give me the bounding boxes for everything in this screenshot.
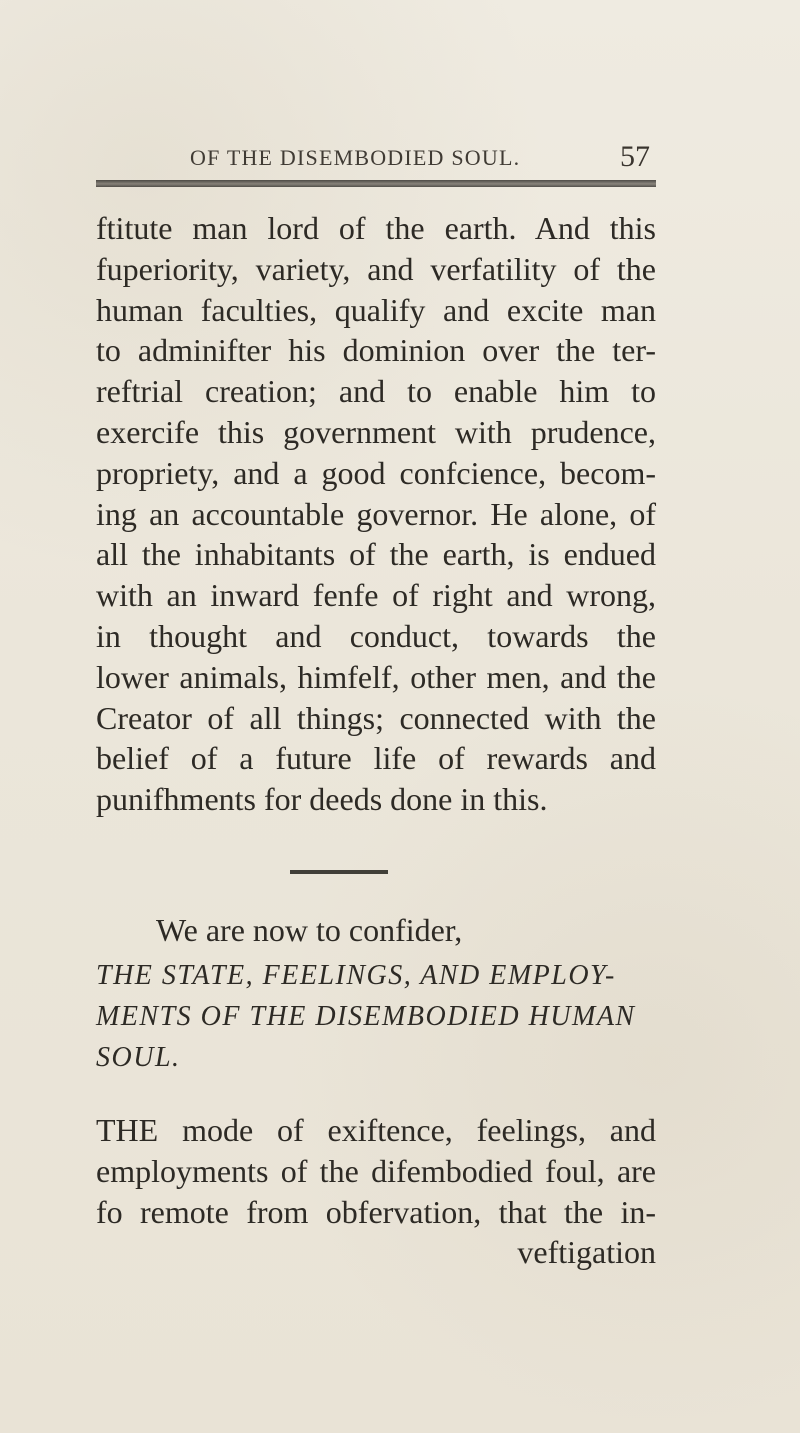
section-intro: We are now to confider, — [156, 912, 463, 948]
section-heading-line: SOUL. — [96, 1041, 181, 1073]
paragraph-line: reftrial creation; and to enable him to — [96, 373, 656, 410]
top-rule — [96, 180, 656, 187]
paragraph-line: propriety, and a good confcience, becom- — [96, 454, 656, 491]
paragraph-line: lower animals, himfelf, other men, and the — [96, 658, 656, 695]
running-head: OF THE DISEMBODIED SOUL. — [190, 145, 521, 170]
section-rule — [290, 870, 388, 874]
paragraph-line: Creator of all things; connected with the — [96, 699, 656, 736]
paragraph-1 — [96, 208, 656, 820]
paragraph-line: fo remote from obfervation, that the in- — [96, 1193, 656, 1230]
paragraph-line: to adminifter his dominion over the ter- — [96, 332, 656, 369]
section-intro-block — [96, 910, 656, 951]
paragraph-line: THE mode of exiftence, feelings, and — [96, 1112, 656, 1148]
paragraph-line: belief of a future life of rewards and — [96, 740, 656, 777]
paragraph-2 — [96, 1110, 656, 1273]
paragraph-line: human faculties, qualify and excite man — [96, 291, 656, 328]
paragraph-line: ftitute man lord of the earth. And this — [96, 210, 656, 246]
paragraph-line: veftigation — [517, 1234, 656, 1271]
paragraph-line: ing an accountable governor. He alone, of — [96, 495, 656, 532]
paragraph-line: exercife this government with prudence, — [96, 413, 656, 450]
paragraph-line: with an inward fenfe of right and wrong, — [96, 577, 656, 614]
paragraph-line: fuperiority, variety, and verfatility of the — [96, 250, 656, 287]
section-heading-line: MENTS OF THE DISEMBODIED HUMAN — [96, 1000, 636, 1032]
paragraph-line: all the inhabitants of the earth, is endued — [96, 536, 656, 573]
section-heading-line: THE STATE, FEELINGS, AND EMPLOY- — [96, 960, 616, 991]
paragraph-line: punifhments for deeds done in this. — [96, 781, 548, 818]
section-heading — [96, 956, 656, 1078]
paragraph-line: in thought and conduct, towards the — [96, 617, 656, 654]
paragraph-line: employments of the difembodied foul, are — [96, 1152, 656, 1189]
page-number: 57 — [620, 140, 650, 173]
